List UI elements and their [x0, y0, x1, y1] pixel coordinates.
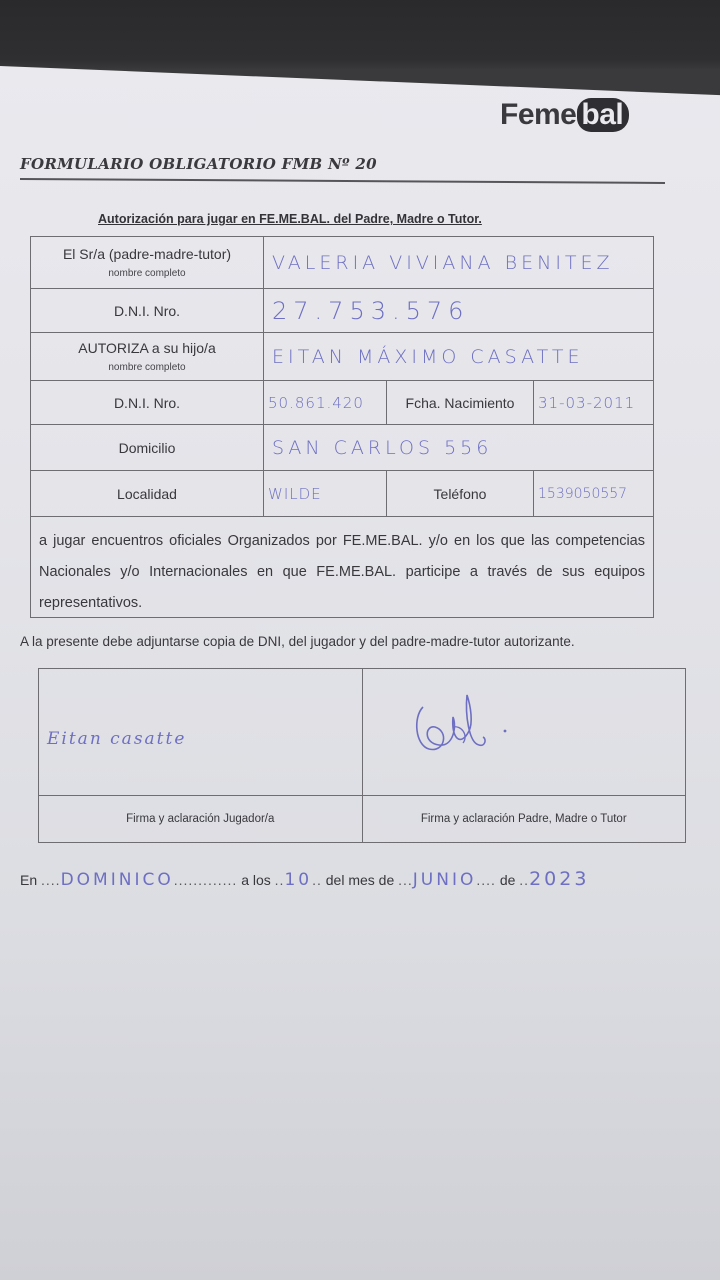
phone-field[interactable]: 1539050557 — [534, 471, 654, 517]
authorization-text: a jugar encuentros oficiales Organizados por FE.ME.BAL. y/o en los que las competencias Nacionales y/o Internacionales en que FE.ME.BAL. participe a través de sus equipos representativos. — [30, 516, 654, 618]
address-field[interactable]: SAN CARLOS 556 — [264, 425, 654, 471]
birth-date-field[interactable]: 31-03-2011 — [534, 381, 654, 425]
child-name-field[interactable]: EITAN MÁXIMO CASATTE — [264, 333, 654, 381]
parent-signature-area[interactable] — [362, 669, 686, 796]
day-dots: .. — [274, 872, 285, 888]
a-los-label: a los — [241, 872, 271, 888]
year-dots: .. — [519, 872, 530, 888]
parent-dni-row — [31, 289, 654, 333]
locality-row — [31, 471, 654, 517]
parent-label: El Sr/a (padre-madre-tutor) — [62, 246, 232, 262]
day-dots-end: .. — [312, 872, 322, 888]
parent-dni-field[interactable]: 27.753.576 — [264, 289, 654, 333]
day-field[interactable]: 10 — [284, 870, 313, 890]
locality-label: Localidad — [31, 471, 264, 517]
address-row — [31, 425, 654, 471]
attachment-note: A la presente debe adjuntarse copia de DNI, del jugador y del padre-madre-tutor autorizante. — [20, 634, 575, 649]
parent-sublabel: nombre completo — [108, 268, 186, 279]
parent-name-field[interactable]: VALERIA VIVIANA BENITEZ — [264, 237, 654, 289]
month-field[interactable]: JUNIO — [412, 870, 477, 890]
child-dni-label: D.N.I. Nro. — [31, 381, 264, 425]
child-label-cell — [31, 333, 264, 381]
form-subtitle: Autorización para jugar en FE.ME.BAL. del Padre, Madre o Tutor. — [98, 212, 482, 226]
signature-table — [38, 668, 686, 843]
child-sublabel: nombre completo — [108, 362, 186, 373]
del-mes-label: del mes de — [325, 872, 395, 888]
place-dots-end: ............. — [173, 872, 238, 888]
logo-text: Feme — [500, 98, 577, 131]
player-signature-caption: Firma y aclaración Jugador/a — [39, 796, 363, 843]
month-dots: ... — [398, 872, 413, 888]
authorizes-label: AUTORIZA a su hijo/a — [78, 340, 216, 356]
parent-dni-label: D.N.I. Nro. — [31, 289, 264, 333]
player-signature: Eitan casatte — [47, 729, 187, 749]
month-dots-end: .... — [476, 872, 496, 888]
place-dots: .... — [41, 872, 61, 888]
parent-signature-drawing — [409, 687, 519, 767]
authorization-form-table — [30, 236, 654, 517]
child-name-row — [31, 333, 654, 381]
parent-signature-caption: Firma y aclaración Padre, Madre o Tutor — [362, 796, 686, 843]
place-field[interactable]: DOMINICO — [60, 870, 174, 890]
child-dni-field[interactable]: 50.861.420 — [264, 381, 387, 425]
child-dni-row — [31, 381, 654, 425]
logo-ball-text: bal — [577, 98, 629, 132]
femebal-logo — [500, 98, 629, 132]
locality-field[interactable]: WILDE — [264, 471, 387, 517]
signing-place-date-line — [20, 868, 589, 890]
parent-name-row — [31, 237, 654, 289]
address-label: Domicilio — [31, 425, 264, 471]
parent-label-cell — [31, 237, 264, 289]
phone-label: Teléfono — [387, 471, 534, 517]
year-field[interactable]: 2023 — [529, 868, 590, 890]
de-label: de — [499, 872, 516, 888]
player-signature-area[interactable] — [39, 669, 363, 796]
birth-date-label: Fcha. Nacimiento — [387, 381, 534, 425]
en-label: En — [20, 872, 38, 888]
form-title: FORMULARIO OBLIGATORIO FMB Nº 20 — [20, 155, 377, 173]
